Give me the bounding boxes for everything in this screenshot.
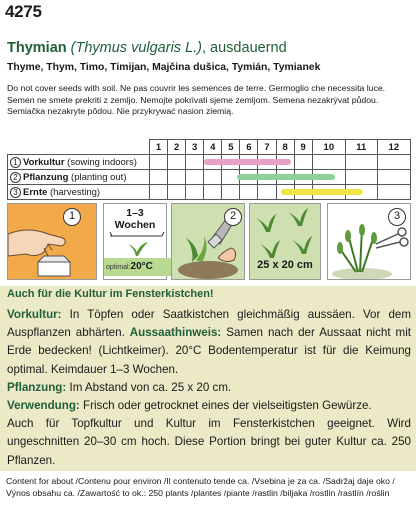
step-circle-2: 2 bbox=[224, 208, 242, 226]
row-note: (planting out) bbox=[71, 171, 127, 183]
calendar-month-header bbox=[8, 140, 411, 155]
info-paragraph bbox=[7, 306, 411, 470]
hand-sowing-icon bbox=[8, 204, 97, 280]
month-label: 12 bbox=[377, 140, 410, 155]
month-label: 7 bbox=[258, 140, 276, 155]
month-label: 6 bbox=[240, 140, 258, 155]
info-headline: Auch für die Kultur im Fensterkistchen! bbox=[7, 288, 214, 300]
extra-text: Auch für Topfkultur und Kultur im Fensterkistchen geeignet. Wird ungeschnitten 20–30 cm hoch. Diese Portion bringt bei guter Kultur ca. 250 Pflanzen. bbox=[7, 417, 411, 467]
optimal-temperature bbox=[104, 258, 172, 276]
harvest-illustration bbox=[327, 203, 411, 280]
planting-illustration bbox=[171, 203, 245, 280]
month-label: 9 bbox=[294, 140, 312, 155]
row-note: (sowing indoors) bbox=[67, 156, 137, 168]
month-label: 2 bbox=[168, 140, 186, 155]
pflanzung-label: Pflanzung: bbox=[7, 380, 67, 394]
sowing-illustration bbox=[7, 203, 97, 280]
title-suffix: , ausdauernd bbox=[202, 40, 287, 56]
growing-calendar bbox=[7, 139, 411, 200]
article-code: 4275 bbox=[5, 2, 42, 21]
row-label: Ernte bbox=[23, 186, 48, 198]
cultivation-info bbox=[0, 286, 416, 471]
footer-line: Content for about /Contenu pour environ /Il contenuto tende ca. /Vsebina je za ca. /Sadržaj daje oko / bbox=[6, 476, 395, 486]
content-footer bbox=[6, 476, 395, 499]
translated-names: Thyme, Thym, Timo, Timijan, Majčina dušica, Tymián, Tymianek bbox=[7, 62, 321, 73]
row-note: (harvesting) bbox=[49, 186, 101, 198]
month-label: 8 bbox=[276, 140, 294, 155]
plant-spacing-value: 25 x 20 cm bbox=[257, 259, 313, 271]
product-title bbox=[7, 40, 287, 56]
footer-line: Výnos obsahu ca. /Zawartość to ok.: 250 plants /plantes /piante /rastlin /biljaka /rostlin /rastlín /roślin bbox=[6, 487, 390, 498]
row-label: Vorkultur bbox=[23, 156, 65, 168]
germination-duration: 1–3 Wochen bbox=[114, 207, 156, 231]
title-german: Thymian bbox=[7, 40, 67, 56]
pflanzung-text: Im Abstand von ca. 25 x 20 cm. bbox=[66, 380, 232, 394]
step-circle-1: 1 bbox=[63, 208, 81, 226]
calendar-row-pflanzung bbox=[8, 170, 411, 185]
sowing-warning bbox=[7, 83, 385, 118]
month-label: 1 bbox=[150, 140, 168, 155]
verwendung-text: Frisch oder getrocknet eines der vielseitigsten Gewürze. bbox=[79, 399, 372, 413]
title-latin: (Thymus vulgaris L.) bbox=[70, 40, 202, 56]
month-label: 10 bbox=[312, 140, 345, 155]
warning-line: Do not cover seeds with soil. Ne pas couvrir les semences de terre. Germoglio che necessita luce. bbox=[7, 83, 386, 93]
optimal-label: optimal: bbox=[106, 264, 131, 271]
step-number: 1 bbox=[10, 157, 21, 168]
month-label: 3 bbox=[186, 140, 204, 155]
month-label: 11 bbox=[345, 140, 377, 155]
row-label: Pflanzung bbox=[23, 171, 69, 183]
vorkultur-label: Vorkultur: bbox=[7, 308, 62, 321]
warning-line: Semiačka nezakryte pôdou. Nie przykrywać nasion ziemią. bbox=[7, 106, 234, 117]
calendar-row-vorkultur bbox=[8, 155, 411, 170]
month-label: 5 bbox=[222, 140, 240, 155]
vorkultur-text: In Töpfen oder Saatkistchen gleichmäßig aussäen. Vor dem Auspflanzen abhärten. bbox=[7, 308, 411, 340]
optimal-temp-value: 20°C bbox=[130, 261, 153, 272]
aussaat-label: Aussaathinweis: bbox=[129, 326, 222, 340]
step-number: 3 bbox=[10, 187, 21, 198]
verwendung-label: Verwendung: bbox=[7, 399, 80, 413]
step-number: 2 bbox=[10, 172, 21, 183]
month-label: 4 bbox=[204, 140, 222, 155]
warning-line: Semen ne smete prekriti z zemljo. Nemojte pokrivati sjeme zemljom. Semena nezakrývat půdou. bbox=[7, 94, 379, 105]
aussaat-text: Samen nach der Aussaat nicht mit Erde bedecken! (Lichtkeimer). 20°C Bodentemperatur ist für die Keimung optimal. Keimdauer 1–3 Wochen. bbox=[7, 326, 412, 376]
step-circle-3: 3 bbox=[388, 208, 406, 226]
calendar-row-ernte bbox=[8, 185, 411, 200]
